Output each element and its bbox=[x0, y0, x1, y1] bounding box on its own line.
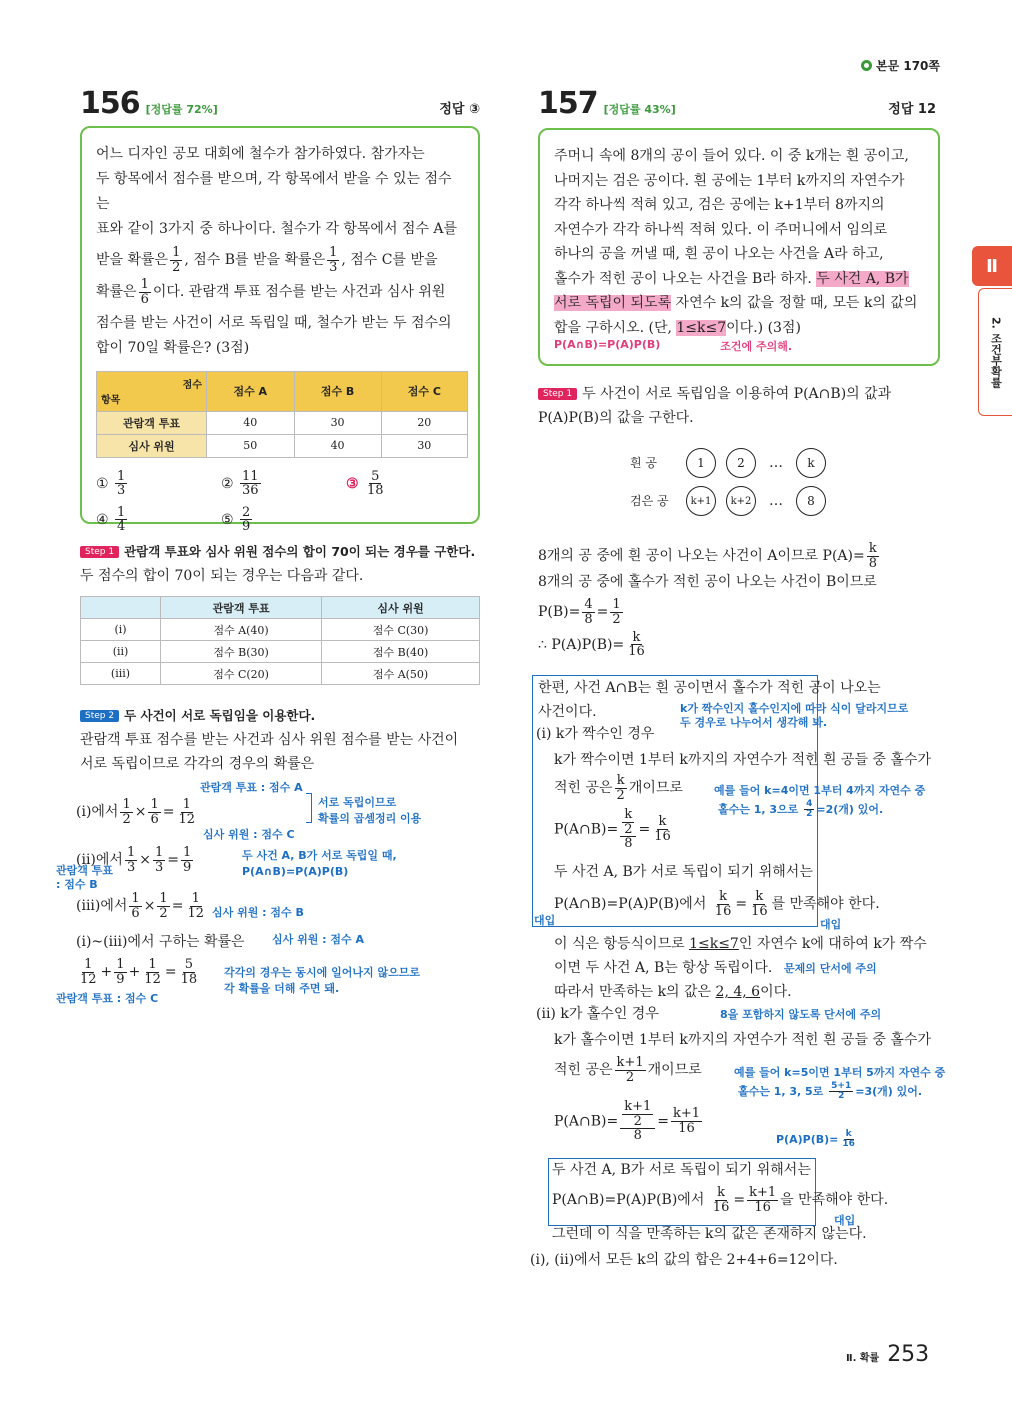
question-text: 나머지는 검은 공이다. 흰 공에는 1부터 k까지의 자연수가 bbox=[554, 172, 905, 189]
final-answer-text: (i), (ii)에서 모든 k의 값의 합은 2+4+6=12이다. bbox=[530, 1252, 838, 1268]
annotation: 확률의 곱셈정리 이용 bbox=[318, 812, 422, 825]
correct-rate: [정답률 72%] bbox=[145, 103, 218, 116]
table-cell: 50 bbox=[207, 434, 295, 457]
question-text: 확률은 bbox=[96, 284, 137, 301]
case-label: (ii) k가 홀수인 경우 bbox=[536, 1006, 659, 1022]
problem-number: 157 bbox=[538, 86, 598, 121]
choice-2[interactable]: ② $\frac{11}{36}$ bbox=[221, 468, 259, 499]
annotation: 예를 들어 k=4이면 1부터 4까지 자연수 중 bbox=[714, 784, 926, 797]
annotation: 심사 위원 : 점수 C bbox=[203, 828, 295, 841]
annotation: 심사 위원 : 점수 A bbox=[272, 933, 364, 946]
table-header: 점수 A bbox=[207, 371, 295, 411]
highlight: 1≤k≤7 bbox=[676, 319, 727, 336]
annotation: 각각의 경우는 동시에 일어나지 않으므로 bbox=[224, 966, 420, 979]
black-ball: k+1 bbox=[686, 486, 716, 516]
table-cell: (ii) bbox=[81, 641, 161, 663]
solution-text: P(B)= bbox=[538, 604, 581, 621]
table-cell: 점수 A(50) bbox=[322, 663, 480, 685]
chapter-tab: Ⅱ bbox=[972, 246, 1012, 286]
annotation: : 점수 B bbox=[56, 878, 98, 891]
answer-label: 정답 ③ bbox=[439, 102, 480, 117]
ellipsis: … bbox=[769, 455, 783, 471]
table-cell: 점수 A(40) bbox=[161, 619, 322, 641]
solution-text: P(A∩B)=P(A)P(B)에서 bbox=[552, 1192, 705, 1209]
solution-text: 사건이다. bbox=[538, 704, 597, 720]
question-text: 자연수가 각각 하나씩 적혀 있다. 이 주머니에서 임의로 bbox=[554, 221, 888, 238]
annotation: 관람객 투표 bbox=[56, 864, 113, 877]
ellipsis: … bbox=[769, 493, 783, 509]
answer-label: 정답 12 bbox=[888, 102, 936, 117]
choice-5[interactable]: ⑤ $\frac{2}{9}$ bbox=[221, 504, 251, 535]
white-ball: 1 bbox=[686, 448, 716, 478]
table-cell: 점수 B(30) bbox=[161, 641, 322, 663]
table-cell: (iii) bbox=[81, 663, 161, 685]
question-text: 어느 디자인 공모 대회에 철수가 참가하였다. 참가자는 bbox=[96, 146, 425, 162]
table-cell: 점수 B(40) bbox=[322, 641, 480, 663]
ball-label: 흰 공 bbox=[630, 456, 657, 470]
question-text: 주머니 속에 8개의 공이 들어 있다. 이 중 k개는 흰 공이고, bbox=[554, 148, 909, 164]
annotation: 관람객 투표 : 점수 A bbox=[200, 781, 303, 794]
solution-text: ∴ P(A)P(B)= bbox=[538, 636, 625, 653]
annotation: 두 경우로 나누어서 생각해 봐. bbox=[680, 716, 828, 729]
question-text: 점수를 받는 사건이 서로 독립일 때, 철수가 받는 두 점수의 bbox=[96, 314, 452, 331]
white-ball: k bbox=[796, 448, 826, 478]
solution-text: 이면 두 사건 A, B는 항상 독립이다. bbox=[554, 960, 773, 976]
question-text: 합이 70일 확률은? (3점) bbox=[96, 339, 250, 356]
white-ball: 2 bbox=[726, 448, 756, 478]
case-label: (ii)에서 bbox=[76, 852, 123, 869]
annotation: 8을 포함하지 않도록 단서에 주의 bbox=[720, 1008, 882, 1021]
solution-text: 한편, 사건 A∩B는 흰 공이면서 홀수가 적힌 공이 나오는 bbox=[538, 680, 881, 696]
table-cell: (i) bbox=[81, 619, 161, 641]
table-cell: 20 bbox=[381, 411, 467, 434]
step-title: 관람객 투표와 심사 위원 점수의 합이 70이 되는 경우를 구한다. bbox=[124, 544, 476, 559]
question-text: 합을 구하시오. (단, bbox=[554, 319, 672, 336]
question-text: 하나의 공을 꺼낼 때, 흰 공이 나오는 사건을 A라 하고, bbox=[554, 246, 884, 262]
step-title: 두 사건이 서로 독립임을 이용한다. bbox=[124, 708, 316, 723]
annotation: P(A∩B)=P(A)P(B) bbox=[242, 865, 349, 878]
question-text: 표와 같이 3가지 중 하나이다. 철수가 각 항목에서 점수 A를 bbox=[96, 221, 458, 237]
solution-text: P(A∩B)= bbox=[554, 821, 619, 838]
question-text: 이다. 관람객 투표 점수를 받는 사건과 심사 위원 bbox=[152, 284, 446, 301]
highlight: 두 사건 A, B가 bbox=[816, 270, 909, 287]
question-text: , 점수 B를 받을 확률은 bbox=[184, 252, 326, 269]
annotation: P(A∩B)=P(A)P(B) bbox=[554, 338, 661, 351]
annotation: 심사 위원 : 점수 B bbox=[212, 906, 304, 919]
solution-text: 적힌 공은 bbox=[554, 780, 613, 797]
solution-text: 만족해야 한다. bbox=[789, 896, 880, 913]
choices bbox=[96, 470, 464, 535]
annotation: 대입 bbox=[534, 914, 556, 927]
highlight: 서로 독립이 되도록 bbox=[554, 295, 672, 311]
annotation: 두 사건 A, B가 서로 독립일 때, bbox=[242, 849, 397, 862]
annotation: 대입 bbox=[834, 1214, 856, 1227]
annotation: 각 확률을 더해 주면 돼. bbox=[224, 982, 340, 995]
step-badge: Step 1 bbox=[538, 388, 577, 400]
case-label: (i)에서 bbox=[76, 804, 119, 821]
solution-text: P(A∩B)= bbox=[554, 1113, 619, 1130]
annotation: 관람객 투표 : 점수 C bbox=[56, 992, 159, 1005]
choice-1[interactable]: ① $\frac{1}{3}$ bbox=[96, 468, 126, 499]
table-header: 관람객 투표 bbox=[161, 597, 322, 619]
case-label: (i) k가 짝수인 경우 bbox=[536, 726, 655, 742]
annotation: 문제의 단서에 주의 bbox=[784, 962, 877, 975]
annotation: 예를 들어 k=5이면 1부터 5까지 자연수 중 bbox=[734, 1066, 946, 1079]
solution-text: 그런데 이 식을 만족하는 k의 값은 존재하지 않는다. bbox=[552, 1226, 867, 1242]
question-text: 홀수가 적힌 공이 나오는 사건을 B라 하자. bbox=[554, 270, 812, 287]
table-corner-top: 점수 bbox=[182, 380, 202, 392]
page-reference: 본문 170쪽 bbox=[861, 57, 940, 74]
question-box-157 bbox=[538, 128, 940, 366]
annotation: 서로 독립이므로 bbox=[318, 796, 397, 809]
correct-rate: [정답률 43%] bbox=[603, 103, 676, 116]
ball-diagram bbox=[630, 448, 836, 516]
step-badge: Step 2 bbox=[80, 710, 119, 722]
table-cell: 점수 C(30) bbox=[322, 619, 480, 641]
score-table bbox=[96, 371, 468, 458]
solution-text: k가 짝수이면 1부터 k까지의 자연수가 적힌 흰 공들 중 홀수가 bbox=[554, 752, 931, 768]
question-text: 자연수 k의 값을 정할 때, 모든 k의 값의 bbox=[675, 295, 918, 311]
solution-text: 8개의 공 중에 홀수가 적힌 공이 나오는 사건이 B이므로 bbox=[538, 574, 877, 591]
step-text: 서로 독립이므로 각각의 경우의 확률은 bbox=[80, 756, 315, 772]
question-text: 각각 하나씩 적혀 있고, 검은 공에는 k+1부터 8까지의 bbox=[554, 197, 885, 213]
solution-text: 8개의 공 중에 흰 공이 나오는 사건이 A이므로 P(A)= bbox=[538, 548, 865, 565]
solution-text: 개이므로 bbox=[628, 780, 683, 797]
table-header: 심사 위원 bbox=[322, 597, 480, 619]
black-ball: 8 bbox=[796, 486, 826, 516]
step-text: 관람객 투표 점수를 받는 사건과 심사 위원 점수를 받는 사건이 bbox=[80, 732, 459, 748]
step-text: 두 점수의 합이 70이 되는 경우는 다음과 같다. bbox=[80, 568, 364, 584]
step-title: P(A)P(B)의 값을 구한다. bbox=[538, 410, 694, 426]
problem-number: 156 bbox=[80, 86, 140, 121]
check-mark-icon: ③ bbox=[346, 475, 359, 492]
solution-text: k가 홀수이면 1부터 k까지의 자연수가 적힌 흰 공들 중 홀수가 bbox=[554, 1032, 931, 1048]
solution-text: 적힌 공은 bbox=[554, 1062, 613, 1079]
table-corner-bottom: 항목 bbox=[101, 395, 121, 407]
solution-text: P(A∩B)=P(A)P(B)에서 bbox=[554, 896, 707, 913]
case-label: (iii)에서 bbox=[76, 898, 128, 915]
footer-section: Ⅱ. 확률 bbox=[846, 1353, 880, 1364]
question-text: , 점수 C를 받을 bbox=[341, 252, 438, 269]
solution-text: 두 사건 A, B가 서로 독립이 되기 위해서는 bbox=[552, 1162, 811, 1178]
ball-label: 검은 공 bbox=[630, 494, 669, 508]
annotation: 조건에 주의해. bbox=[720, 340, 793, 353]
table-row-label: 심사 위원 bbox=[97, 434, 207, 457]
black-ball: k+2 bbox=[726, 486, 756, 516]
page-number: 253 bbox=[887, 1342, 930, 1367]
section-tab: 2. 조건부확률 bbox=[978, 288, 1012, 416]
question-text: 두 항목에서 점수를 받으며, 각 항목에서 받을 수 있는 점수는 bbox=[96, 171, 452, 212]
table-cell: 40 bbox=[207, 411, 295, 434]
table-header: 점수 B bbox=[294, 371, 381, 411]
question-text: 받을 확률은 bbox=[96, 252, 169, 269]
step-badge: Step 1 bbox=[80, 546, 119, 558]
table-header: 점수 C bbox=[381, 371, 467, 411]
choice-3[interactable]: ③ $\frac{5}{18}$ bbox=[346, 468, 384, 499]
question-text: 이다.) (3점) bbox=[726, 319, 801, 336]
case-label: (i)~(iii)에서 구하는 확률은 bbox=[76, 934, 245, 950]
annotation: 대입 bbox=[820, 918, 842, 931]
solution-text: 개이므로 bbox=[647, 1062, 702, 1079]
table-cell: 30 bbox=[381, 434, 467, 457]
circle-icon bbox=[861, 60, 872, 71]
table-row-label: 관람객 투표 bbox=[97, 411, 207, 434]
question-box-156: 어느 디자인 공모 대회에 철수가 참가하였다. 참가자는 두 항목에서 점수를 받으며, 각 항목에서 받을 수 있는 점수는 표와 같이 3가지 중 하나이다. 철수가 각 항목에서 점수 A를 받을 확률은 $\frac{1}{2}$ , 점수 B를 받을 확률은 $\frac{1}{3}$ , 점수 C를 받을 확률은 $\frac{1}{6}$ 이다. 관람객 투표 점수를 받는 사건과 심사 위원 점수를 받는 사건이 서로 독립일 때, 철수가 받는 두 점수의 합이 70일 확률은? (3점) 점수 항목 점수 A 점수 B 점수 C 관람객 투표 40 30 20 심사 위원 50 40 30 ① $\frac{1}{3}$ ② $\frac{11}{36}$ ③ $\frac{5}{18}$ ④ $\frac{1}{4}$ ⑤ $\frac{2}{9}$ bbox=[80, 126, 480, 524]
annotation: k가 짝수인지 홀수인지에 따라 식이 달라지므로 bbox=[680, 702, 909, 715]
case-table bbox=[80, 596, 480, 685]
table-cell: 점수 C(20) bbox=[161, 663, 322, 685]
step-title: 두 사건이 서로 독립임을 이용하여 P(A∩B)의 값과 bbox=[582, 386, 892, 402]
solution-text: 만족해야 한다. bbox=[798, 1192, 889, 1209]
choice-4[interactable]: ④ $\frac{1}{4}$ bbox=[96, 504, 126, 535]
solution-text: 두 사건 A, B가 서로 독립이 되기 위해서는 bbox=[554, 864, 813, 880]
table-cell: 30 bbox=[294, 411, 381, 434]
table-cell: 40 bbox=[294, 434, 381, 457]
